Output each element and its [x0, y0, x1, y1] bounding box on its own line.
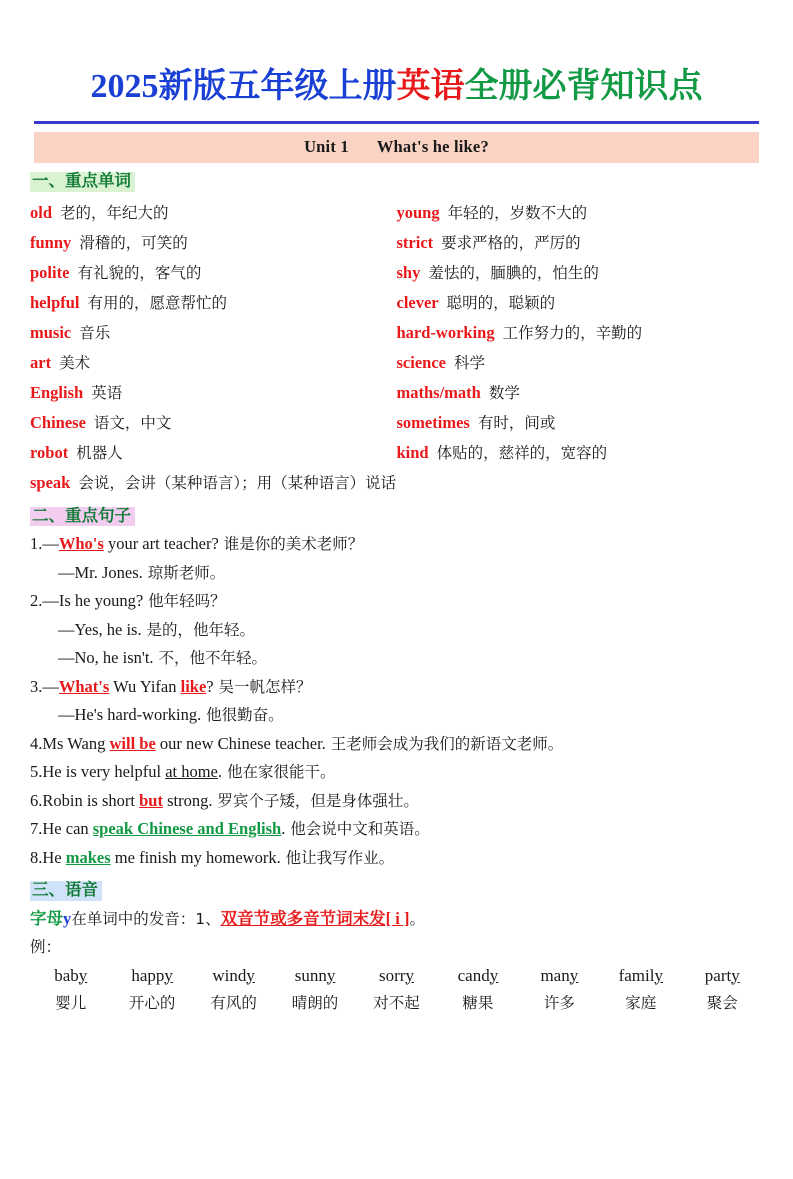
vocabulary-item [30, 288, 397, 318]
sentence-fragment: our new Chinese teacher. [155, 733, 326, 753]
vocabulary-item [397, 228, 764, 258]
vocabulary-row [30, 468, 763, 498]
section-phonics-heading-wrap [0, 872, 793, 903]
vocabulary-item [30, 468, 763, 498]
example-label: 例： [30, 937, 62, 956]
title-year: 2025 [90, 68, 159, 105]
vocabulary-word-cn: 会说，会讲（某种语言）；用（某种语言）说话 [78, 473, 397, 492]
sentence-fragment: 他年轻吗？ [143, 592, 226, 610]
sentence-fragment: 谁是你的美术老师？ [218, 535, 364, 553]
vocabulary-word-cn: 音乐 [79, 323, 111, 342]
example-word-cn: 许多 [543, 993, 575, 1012]
vocabulary-word-en: Chinese [30, 412, 86, 432]
example-word-cn: 开心的 [128, 993, 176, 1012]
title-subject: 英语 [396, 68, 465, 105]
vocabulary-word-cn: 机器人 [76, 443, 123, 462]
sentence-fragment: 是的，他年轻。 [141, 620, 256, 639]
example-word-en: sorry [378, 965, 414, 985]
example-word-en: sunny [294, 965, 336, 985]
vocabulary-row [30, 348, 763, 378]
sentence-list [0, 528, 793, 872]
page-title [0, 58, 793, 107]
sentence-fragment: 他让我写作业。 [280, 848, 395, 867]
vocabulary-word-en: sometimes [396, 412, 470, 432]
sentence-line [30, 844, 763, 873]
vocabulary-word-cn: 有用的，愿意帮忙的 [87, 293, 228, 312]
example-word-cn: 家庭 [625, 993, 657, 1012]
example-word-cn: 婴儿 [55, 993, 87, 1012]
example-word-cn: 聚会 [706, 993, 738, 1012]
sentence-fragment: 王老师会成为我们的新语文老师。 [325, 734, 564, 753]
section-sentences-heading-wrap [0, 498, 793, 529]
sentence-fragment: 1.— [30, 534, 59, 553]
vocabulary-word-en: polite [30, 262, 70, 282]
vocabulary-item [30, 408, 397, 438]
sentence-fragment: 罗宾个子矮，但是身体强壮。 [212, 791, 419, 810]
example-word-cn: 有风的 [210, 993, 257, 1012]
phonics-letter: y [63, 908, 72, 928]
vocabulary-row [30, 408, 763, 438]
sentence-line [30, 815, 763, 844]
example-word-en: family [618, 965, 663, 985]
vocabulary-word-cn: 羞怯的，腼腆的，怕生的 [428, 263, 599, 282]
vocabulary-item [397, 258, 764, 288]
vocabulary-word-cn: 数学 [488, 383, 520, 402]
phonics-rule-emphasis: 双音节或多音节词末发[ i ] [220, 908, 410, 928]
sentence-fragment: 7.He can [30, 819, 93, 838]
sentence-line [30, 616, 763, 645]
sentence-fragment: 6.Robin is short [30, 790, 140, 810]
sentence-fragment: 3.— [30, 676, 59, 696]
sentence-fragment: 2.—Is he young? [30, 591, 144, 610]
unit-number: Unit 1 [304, 137, 349, 156]
vocabulary-row [30, 288, 763, 318]
vocabulary-item [30, 378, 397, 408]
vocabulary-row [30, 228, 763, 258]
title-grade: 新版五年级上册 [158, 68, 397, 105]
sentence-fragment: —Mr. Jones. [58, 562, 143, 582]
sentence-fragment: What's [58, 676, 110, 696]
sentence-fragment: . [217, 762, 223, 781]
vocabulary-word-en: young [396, 202, 440, 222]
sentence-line [30, 559, 763, 588]
section-heading-words: 一、重点单词 [30, 172, 135, 192]
document-page [0, 58, 793, 1179]
vocabulary-word-cn: 体贴的，慈祥的，宽容的 [436, 443, 608, 462]
vocabulary-word-en: clever [396, 292, 439, 312]
vocabulary-word-cn: 聪明的，聪颖的 [446, 293, 556, 312]
section-heading-phonics: 三、语音 [30, 881, 102, 901]
phonics-block [0, 903, 793, 1013]
vocabulary-item [397, 348, 764, 378]
vocabulary-item [397, 318, 764, 348]
sentence-fragment: strong. [162, 790, 213, 810]
phonics-lead-label: 字母 [30, 908, 63, 928]
sentence-fragment: 他很勤奋。 [201, 706, 284, 724]
vocabulary-row [30, 198, 763, 228]
example-word-en: candy [457, 965, 499, 985]
example-table [30, 963, 763, 1013]
vocabulary-item [397, 288, 764, 318]
sentence-fragment: 8.He [30, 847, 66, 867]
vocabulary-word-cn: 滑稽的，可笑的 [79, 233, 188, 252]
vocabulary-list [0, 198, 793, 498]
example-word-cn: 糖果 [462, 993, 494, 1012]
vocabulary-item [30, 318, 397, 348]
sentence-fragment: at home [165, 762, 218, 781]
sentence-line [30, 673, 763, 702]
sentence-fragment: your art teacher? [103, 534, 219, 553]
sentence-line [30, 587, 763, 616]
title-divider [34, 121, 759, 124]
sentence-fragment: but [139, 790, 163, 810]
sentence-fragment: Wu Yifan [109, 676, 181, 696]
vocabulary-word-cn: 工作努力的，辛勤的 [502, 323, 643, 342]
vocabulary-word-cn: 要求严格的，严厉的 [441, 233, 581, 252]
vocabulary-word-en: old [30, 202, 53, 222]
sentence-line [30, 758, 763, 787]
sentence-fragment: 他在家很能干。 [222, 763, 336, 781]
vocabulary-word-en: hard-working [396, 322, 495, 342]
sentence-fragment: 4.Ms Wang [30, 733, 110, 753]
example-row-chinese [30, 986, 763, 1013]
section-words-heading-wrap [0, 163, 793, 194]
example-word-en: happy [131, 965, 173, 985]
sentence-fragment: 不，他不年轻。 [153, 649, 267, 667]
vocabulary-word-en: funny [30, 232, 72, 252]
vocabulary-word-en: strict [396, 232, 434, 252]
vocabulary-word-cn: 年轻的，岁数不大的 [447, 203, 588, 222]
sentence-line [30, 730, 763, 759]
title-tail: 全册必背知识点 [464, 68, 703, 105]
phonics-rule-post: 。 [409, 909, 425, 928]
sentence-fragment: 吴一帆怎样？ [213, 677, 312, 696]
vocabulary-row [30, 438, 763, 468]
sentence-fragment: —No, he isn't. [58, 648, 154, 667]
example-word-en: windy [212, 965, 255, 985]
vocabulary-word-cn: 语文，中文 [93, 413, 172, 432]
vocabulary-item [30, 258, 397, 288]
vocabulary-item [397, 438, 764, 468]
example-word-en: baby [54, 965, 88, 985]
sentence-fragment: 5.He is very helpful [30, 762, 166, 781]
vocabulary-word-en: shy [396, 262, 421, 282]
vocabulary-word-en: English [30, 382, 84, 402]
vocabulary-item [397, 198, 764, 228]
vocabulary-word-en: science [396, 352, 446, 372]
vocabulary-word-cn: 英语 [91, 383, 123, 402]
vocabulary-row [30, 378, 763, 408]
vocabulary-word-cn: 科学 [453, 353, 485, 372]
vocabulary-row [30, 258, 763, 288]
vocabulary-word-en: music [30, 322, 72, 342]
phonics-rule [30, 905, 763, 929]
unit-banner [34, 132, 759, 163]
vocabulary-word-en: robot [30, 442, 69, 462]
example-word-en: many [540, 965, 579, 985]
vocabulary-item [30, 438, 397, 468]
sentence-line [30, 530, 763, 559]
sentence-fragment: like [180, 676, 207, 696]
sentence-line [30, 787, 763, 816]
example-word-cn: 晴朗的 [291, 993, 339, 1012]
phonics-rule-pre: 在单词中的发音：1、 [71, 909, 221, 928]
sentence-fragment: will be [109, 733, 156, 753]
vocabulary-item [397, 408, 764, 438]
vocabulary-word-en: speak [30, 472, 71, 492]
sentence-line [30, 644, 763, 673]
vocabulary-word-cn: 美术 [59, 353, 91, 372]
example-word-en: party [704, 965, 740, 985]
vocabulary-row [30, 318, 763, 348]
vocabulary-word-cn: 有礼貌的，客气的 [77, 263, 202, 282]
vocabulary-word-cn: 老的，年纪大的 [60, 203, 169, 222]
vocabulary-word-en: kind [396, 442, 429, 462]
section-heading-sentences: 二、重点句子 [30, 507, 135, 527]
vocabulary-item [30, 228, 397, 258]
example-word-cn: 对不起 [373, 993, 420, 1012]
sentence-fragment: 他会说中文和英语。 [285, 820, 430, 838]
sentence-fragment: —He's hard-working. [58, 705, 202, 724]
example-row-english [30, 963, 763, 986]
sentence-fragment: Who's [58, 534, 104, 553]
unit-name: What's he like? [376, 137, 489, 156]
vocabulary-word-en: maths/math [396, 382, 481, 402]
sentence-fragment: speak Chinese and English [92, 819, 282, 838]
sentence-fragment: —Yes, he is. [58, 619, 142, 639]
vocabulary-word-en: art [30, 352, 52, 372]
vocabulary-item [30, 348, 397, 378]
sentence-fragment: . [281, 819, 286, 838]
vocabulary-item [397, 378, 764, 408]
sentence-fragment: makes [65, 847, 111, 867]
sentence-fragment: me finish my homework. [110, 847, 281, 867]
vocabulary-word-cn: 有时，间或 [477, 413, 556, 432]
sentence-line [30, 701, 763, 730]
vocabulary-word-en: helpful [30, 292, 80, 312]
sentence-fragment: ? [206, 676, 214, 696]
sentence-fragment: 琼斯老师。 [142, 563, 226, 582]
vocabulary-item [30, 198, 397, 228]
